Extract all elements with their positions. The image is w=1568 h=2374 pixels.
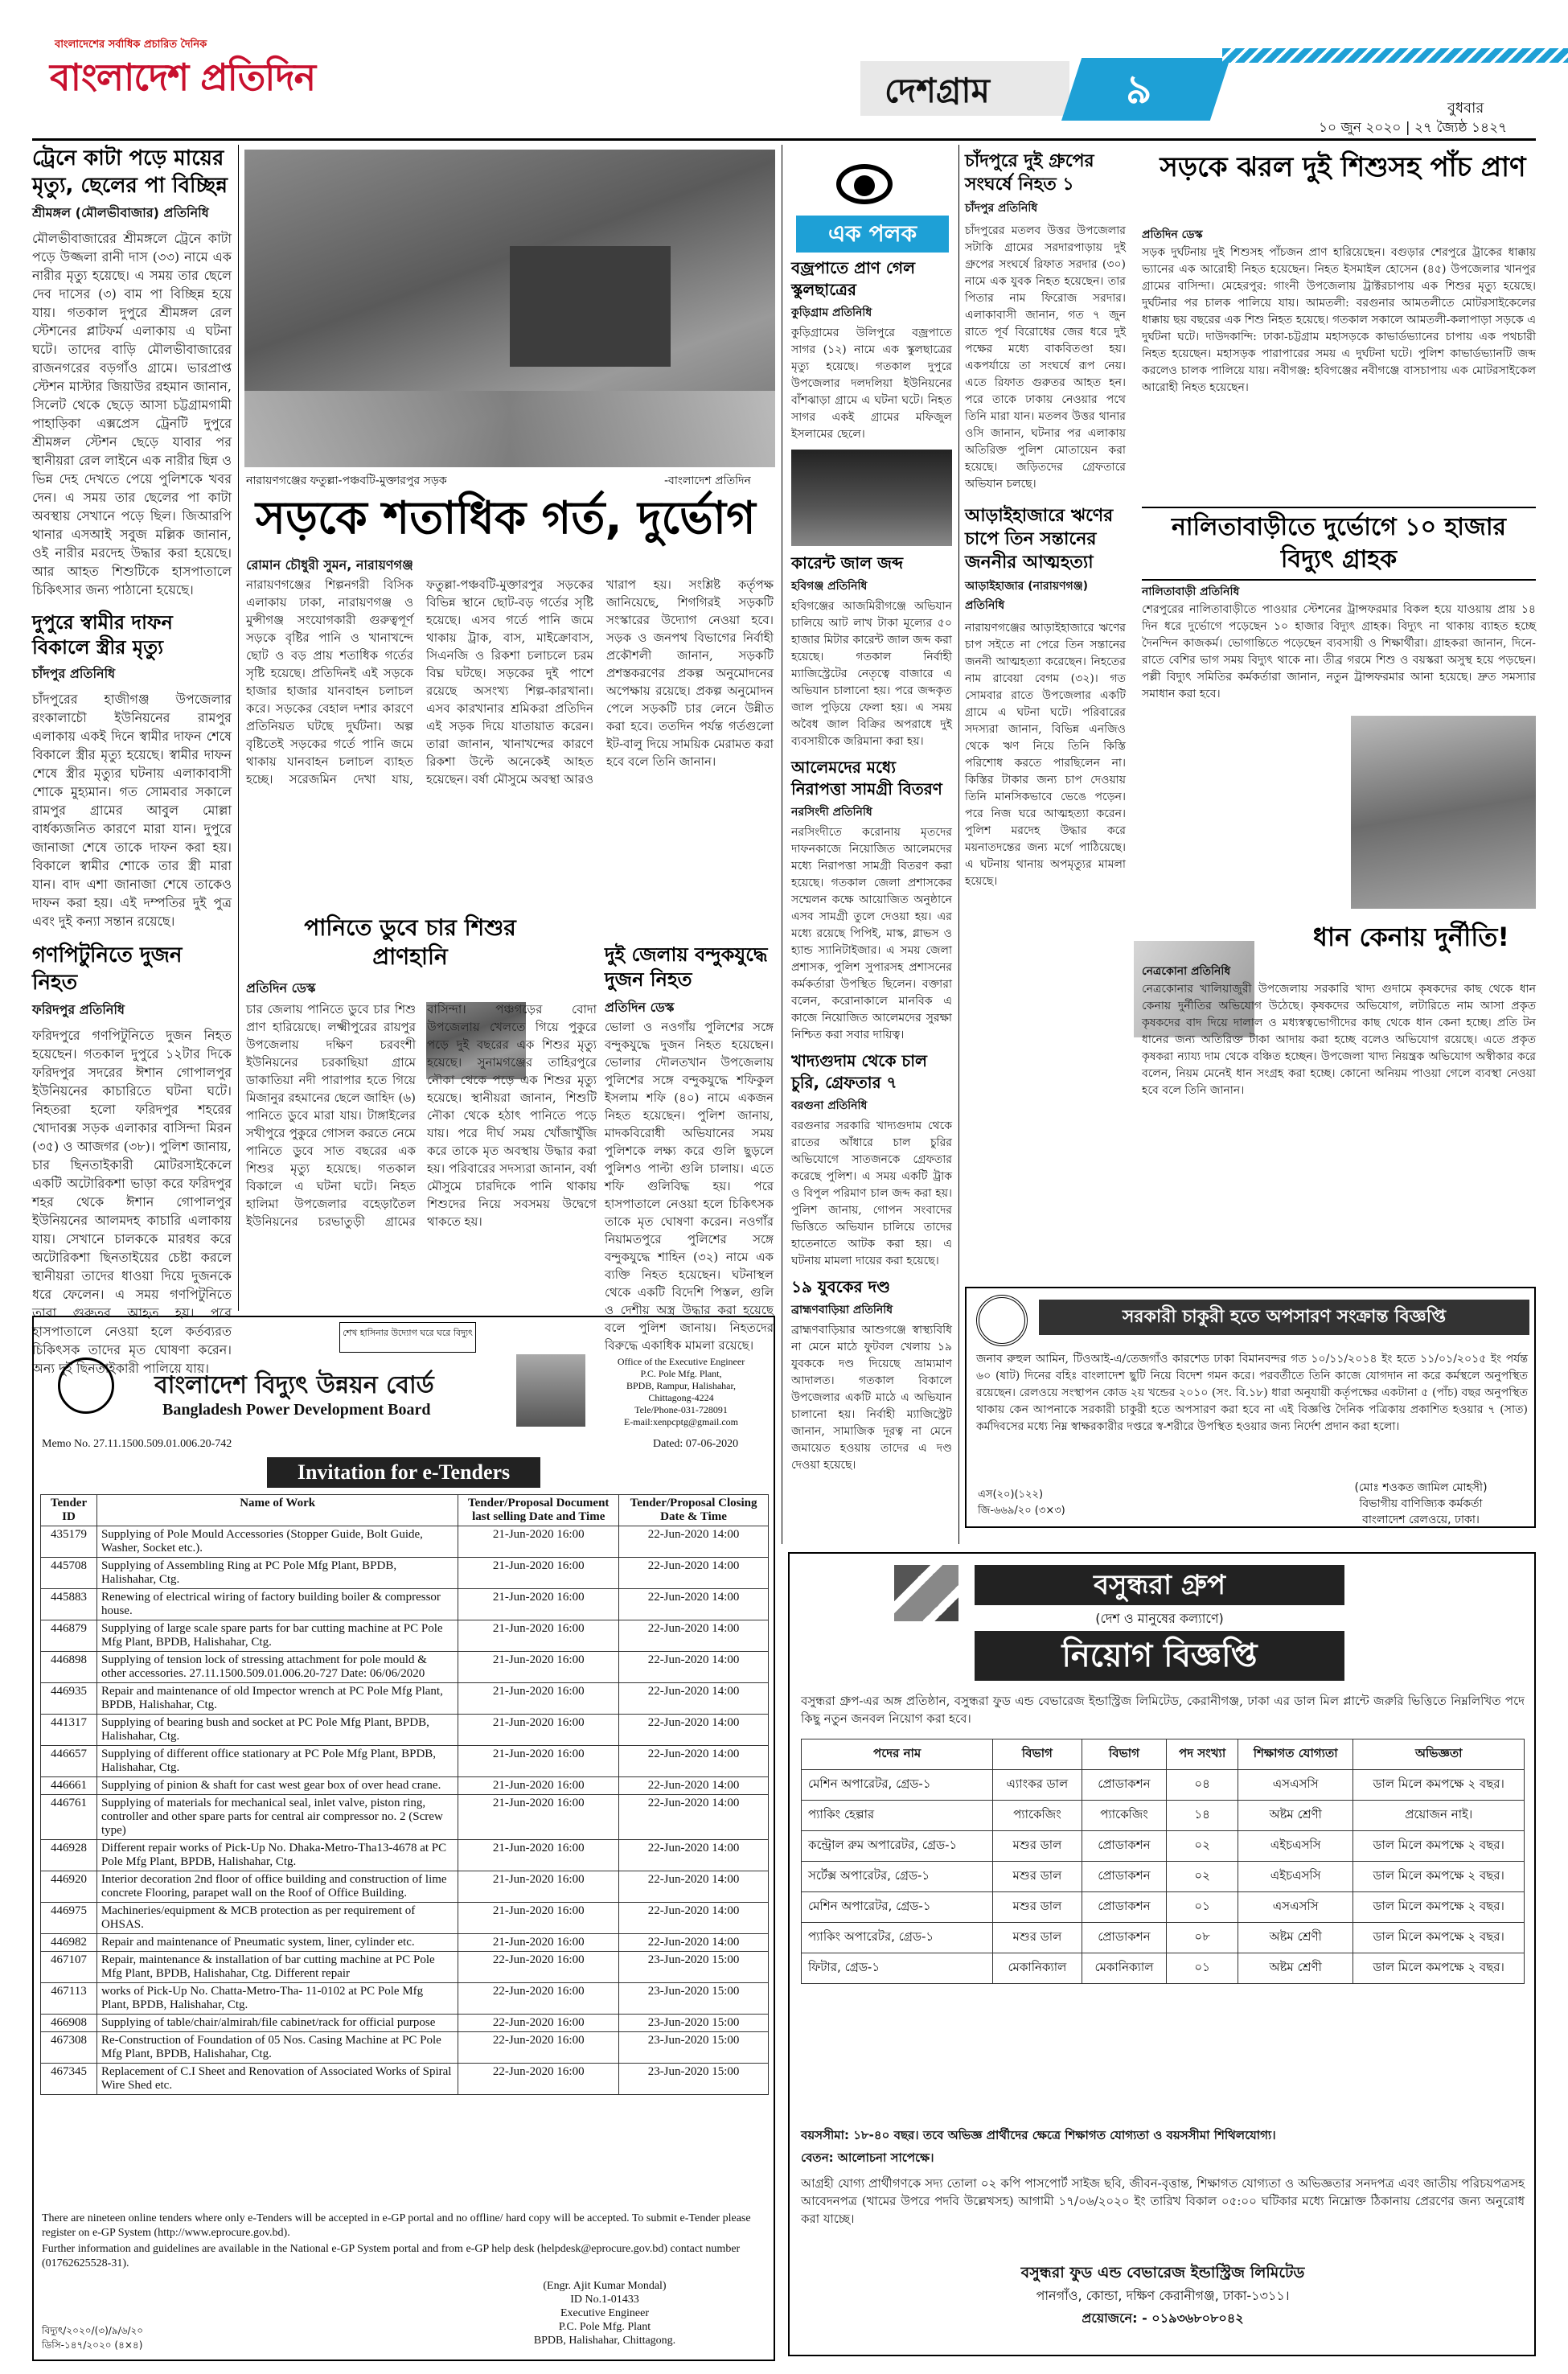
selling-date-cell: 22-Jun-2020 16:00 bbox=[458, 1983, 619, 2015]
post-cell: মেশিন অপারেটর, গ্রেড-১ bbox=[802, 1892, 993, 1923]
story-byline: নালিতাবাড়ী প্রতিনিধি bbox=[1142, 585, 1240, 598]
closing-date-cell: 22-Jun-2020 14:00 bbox=[619, 1777, 769, 1795]
table-row bbox=[41, 1746, 769, 1777]
qualification-cell: এসএসসি bbox=[1238, 1770, 1353, 1801]
story-body: চার জেলায় পানিতে ডুবে চার শিশু প্রাণ হারিয়েছে। লক্ষ্মীপুরের রায়পুর উপজেলায় দক্ষিণ চরবংশী ইউনিয়নের চরকাছিয়া গ্রামে ডাকাতিয়া নদী পারাপার হতে গিয়ে মিজানুর রহমানের ছেলে জাহিদ (৬) পানিতে ডুবে মারা যায়। টাঙ্গাইলের সখীপুরে পুকুরে গোসল করতে নেমে পানিতে ডুবে সাত বছরের এক শিশুর মৃত্যু হয়েছে। গতকাল বিকালে এ ঘটনা ঘটে। নিহত হালিমা উপজেলার বহেড়াতৈল ইউনিয়নের চরভাতুড়ী গ্রামের বাসিন্দা। পঞ্চগড়ের বোদা উপজেলায় খেলতে গিয়ে পুকুরে পড়ে দুই বছরের এক শিশুর মৃত্যু হয়েছে। সুনামগঞ্জের তাহিরপুরে নৌকা থেকে পড়ে এক শিশুর মৃত্যু হয়েছে। স্থানীয়রা জানান, শিশুটি নৌকা থেকে হঠাৎ পানিতে পড়ে যায়। পরে দীর্ঘ সময় খোঁজাখুঁজি করে তাকে মৃত অবস্থায় উদ্ধার করা হয়। পরিবারের সদস্যরা জানান, বর্ষা মৌসুমে চারদিকে পানি থাকায় শিশুদের নিয়ে সবসময় উদ্বেগে থাকতে হয়। bbox=[246, 1002, 597, 1229]
story-headline[interactable]: গণপিটুনিতে দুজন নিহত bbox=[32, 943, 183, 995]
table-row bbox=[41, 1934, 769, 1952]
count-cell: ০২ bbox=[1167, 1862, 1238, 1892]
selling-date-cell: 22-Jun-2020 16:00 bbox=[458, 2064, 619, 2095]
tender-id-cell: 446935 bbox=[41, 1683, 97, 1715]
col-header: Name of Work bbox=[96, 1495, 458, 1526]
feature-photo[interactable] bbox=[244, 150, 775, 467]
col-header: বিভাগ bbox=[1082, 1739, 1167, 1770]
story-headline[interactable]: চাঁদপুরে দুই গ্রুপের সংঘর্ষে নিহত ১ bbox=[965, 151, 1094, 195]
post-cell: ফিটার, গ্রেড-১ bbox=[802, 1953, 993, 1984]
dept-cell: প্যাকেজিং bbox=[993, 1801, 1082, 1831]
selling-date-cell: 21-Jun-2020 16:00 bbox=[458, 1777, 619, 1795]
ad-ref: ডিসি-১৪৭/২০২০ (৪×৪) bbox=[42, 2339, 143, 2351]
tender-heading: Invitation for e-Tenders bbox=[267, 1457, 540, 1488]
tender-id-cell: 435179 bbox=[41, 1526, 97, 1558]
brand-tagline: (দেশ ও মানুষের কল্যাণে) bbox=[1095, 1611, 1224, 1626]
signer-title: Executive Engineer bbox=[560, 2307, 649, 2319]
selling-date-cell: 21-Jun-2020 16:00 bbox=[458, 1558, 619, 1589]
brief-byline: ব্রাহ্মণবাড়িয়া প্রতিনিধি bbox=[791, 1304, 893, 1316]
tender-id-cell: 467345 bbox=[41, 2064, 97, 2095]
transformer-photo[interactable] bbox=[1351, 716, 1536, 909]
signer-name: (মোঃ শওকত জামিল মোহসী) bbox=[1354, 1481, 1488, 1494]
story-byline: প্রতিদিন ডেস্ক bbox=[1142, 228, 1203, 241]
story-headline[interactable]: ট্রেনে কাটা পড়ে মায়ের মৃত্যু, ছেলের পা বিচ্ছিন্ন bbox=[32, 146, 228, 198]
experience-cell: প্রয়োজন নাই। bbox=[1353, 1801, 1525, 1831]
work-name-cell: Different repair works of Pick-Up No. Dhaka-Metro-Tha13-4678 at PC Pole Mfg Plant, BPDB, Halishahar, Ctg. bbox=[96, 1840, 458, 1871]
tender-id-cell: 446657 bbox=[41, 1746, 97, 1777]
story-body: চাঁদপুরের মতলব উত্তর উপজেলার সটাকি গ্রামের সরদারপাড়ায় দুই গ্রুপের সংঘর্ষে রিফাত সরদার (৩০) নামে এক যুবক নিহত হয়েছেন। তার পিতার নাম ফিরোজ সরদার। এলাকাবাসী জানান, গত ৭ জুন রাতে পূর্ব বিরোধের জের ধরে দুই পক্ষের মধ্যে বাকবিতণ্ডা হয়। একপর্যায়ে তা সংঘর্ষে রূপ নেয়। এতে রিফাত গুরুতর আহত হন। পরে তাকে ঢাকায় নেওয়ার পথে তিনি মারা যান। মতলব উত্তর থানার ওসি জানান, ঘটনার পর এলাকায় অতিরিক্ত পুলিশ মোতায়েন করা হয়েছে। জড়িতদের গ্রেফতারে অভিযান চলছে। bbox=[965, 224, 1126, 491]
truck-shape bbox=[510, 246, 671, 367]
office-line: E-mail:xenpcptg@gmail.com bbox=[623, 1416, 738, 1427]
jobs-table bbox=[801, 1739, 1525, 1984]
memo-date: Dated: 07-06-2020 bbox=[653, 1438, 739, 1450]
story-headline[interactable]: পানিতে ডুবে চার শিশুর প্রাণহানি bbox=[304, 914, 516, 970]
work-name-cell: works of Pick-Up No. Chatta-Metro-Tha- 11-0102 at PC Pole Mfg Plant, BPDB, Halishahar, Ctg. bbox=[96, 1983, 458, 2015]
post-cell: প্যাকিং হেল্পার bbox=[802, 1801, 993, 1831]
closing-date-cell: 22-Jun-2020 14:00 bbox=[619, 1746, 769, 1777]
story-body: সড়ক দুর্ঘটনায় দুই শিশুসহ পাঁচজন প্রাণ হারিয়েছেন। বগুড়ার শেরপুরে ট্রাকের ধাক্কায় ভ্যানের এক আরোহী নিহত হয়েছেন। নিহত ইসমাইল হোসেন (৪৫) উপজেলার খানপুর গ্রামের বাসিন্দা। মেহেরপুর: গাংনী উপজেলায় ট্রাক্টরচাপায় এক শিশুর মৃত্যু হয়েছে। দুর্ঘটনার পর চালক পালিয়ে যায়। আমতলী: বরগুনার আমতলীতে মোটরসাইকেলের ধাক্কায় ছয় বছরের এক শিশু নিহত হয়েছে। গতকাল সকালে আমতলী-কলাপাড়া সড়কে এ দুর্ঘটনা ঘটে। দাউদকান্দি: ঢাকা-চট্টগ্রাম মহাসড়কে কাভার্ডভ্যানের চাপায় এক পথচারী নিহত হয়েছেন। মহাসড়ক পারাপারের সময় এ দুর্ঘটনা ঘটে। পুলিশ কাভার্ডভ্যানটি জব্দ করলেও চালক পালিয়ে যায়। নবীগঞ্জ: হবিগঞ্জের নবীগঞ্জে বাসচাপায় এক মোটরসাইকেল আরোহী নিহত হয়েছেন। bbox=[1142, 246, 1536, 394]
work-name-cell: Renewing of electrical wiring of factory building boiler & compressor house. bbox=[96, 1589, 458, 1620]
feature-headline[interactable]: সড়কে শতাধিক গর্ত, দুর্ভোগ bbox=[256, 492, 756, 544]
table-row bbox=[802, 1892, 1525, 1923]
selling-date-cell: 21-Jun-2020 16:00 bbox=[458, 1652, 619, 1683]
qualification-cell: এইচএসসি bbox=[1238, 1831, 1353, 1862]
closing-date-cell: 22-Jun-2020 14:00 bbox=[619, 1589, 769, 1620]
story-body: ফরিদপুরে গণপিটুনিতে দুজন নিহত হয়েছেন। গতকাল দুপুরে ১২টার দিকে ফরিদপুর সদরের ঈশান গোপালপুর ইউনিয়নের কাচারিতে ঘটনা ঘটে। নিহতরা হলো ফরিদপুর শহরের খোদাবক্স সড়ক এলাকার বাসিন্দা মিরন (৩৫) ও আজগর (৩৮)। পুলিশ জানায়, চার ছিনতাইকারী মোটরসাইকেলে একটি অটোরিকশা ভাড়া করে ফরিদপুর শহর থেকে ঈশান গোপালপুর ইউনিয়নের আলমদহ কাচারি এলাকায় যায়। সেখানে চালককে মারধর করে অটোরিকশা ছিনতাইয়ের চেষ্টা করলে স্থানীয়রা তাদের ধাওয়া দিয়ে দুজনকে ধরে ফেলেন। এ সময় গণপিটুনিতে তারা গুরুতর আহত হয়। পরে হাসপাতালে নেওয়া হলে কর্তব্যরত চিকিৎসক তাদের মৃত ঘোষণা করেন। অন্য দুই ছিনতাইকারী পালিয়ে যায়। bbox=[32, 1028, 232, 1376]
table-row bbox=[41, 1840, 769, 1871]
experience-cell: ডাল মিলে কমপক্ষে ২ বছর। bbox=[1353, 1770, 1525, 1801]
closing-date-cell: 23-Jun-2020 15:00 bbox=[619, 1983, 769, 2015]
selling-date-cell: 21-Jun-2020 16:00 bbox=[458, 1795, 619, 1840]
story-body: মৌলভীবাজারের শ্রীমঙ্গলে ট্রেনে কাটা পড়ে উজ্জলা রানী দাস (৩৩) নামে এক নারীর মৃত্যু হয়েছে। এ সময় তার ছেলে দেব দাসের (৩) বাম পা বিচ্ছিন্ন হয়ে যায়। গতকাল দুপুরে শ্রীমঙ্গল রেল স্টেশনের প্লাটফর্ম এলাকায় এ ঘটনা ঘটে। তাদের বাড়ি মৌলভীবাজারের রাজনগরের বড়গাঁও গ্রামে। ভারপ্রাপ্ত স্টেশন মাস্টার জিয়াউর রহমান জানান, সিলেট থেকে ছেড়ে আসা চট্টগ্রামগামী পাহাড়িকা এক্সপ্রেস ট্রেনটি দুপুরে শ্রীমঙ্গল স্টেশন ছেড়ে যাবার পর স্থানীয়রা রেল লাইনে এক নারীর ছিন্ন ও ভিন্ন দেহ দেখতে পেয়ে পুলিশকে খবর দেন। এ সময় তার ছেলের পা কাটা অবস্থায় সেখানে পড়ে ছিল। জিআরপি থানার এসআই সবুজ মল্লিক জানান, ওই নারীর মরদেহ উদ্ধার করা হয়েছে। আর আহত শিশুটিকে হাসপাতালে চিকিৎসার জন্য পাঠানো হয়েছে। bbox=[32, 231, 232, 598]
dept-cell: মেকানিক্যাল bbox=[993, 1953, 1082, 1984]
col-header: Tender/Proposal Closing Date & Time bbox=[619, 1495, 769, 1526]
table-row bbox=[41, 1952, 769, 1983]
story-body: নেত্রকোনার খালিয়াজুরী উপজেলায় সরকারি খাদ্য গুদামে কৃষকদের কাছ থেকে ধান কেনায় দুর্নীতির অভিযোগ উঠেছে। কৃষকদের অভিযোগ, লটারিতে নাম আসা প্রকৃত কৃষকদের বাদ দিয়ে দালাল ও মধ্যস্বত্বভোগীদের কাছ থেকে ধান কেনা হচ্ছে। প্রতি টন ধানের জন্য অতিরিক্ত টাকা আদায় করা হচ্ছে বলেও অভিযোগ রয়েছে। এতে প্রকৃত কৃষকরা ন্যায্য দাম থেকে বঞ্চিত হচ্ছেন। উপজেলা খাদ্য নিয়ন্ত্রক অভিযোগ অস্বীকার করে বলেন, নিয়ম মেনেই ধান সংগ্রহ করা হচ্ছে। কোনো অনিয়ম পাওয়া গেলে ব্যবস্থা নেওয়া হবে বলে তিনি জানান। bbox=[1142, 983, 1536, 1097]
table-row bbox=[41, 1903, 769, 1934]
tender-id-cell: 466908 bbox=[41, 2015, 97, 2032]
notice-ref: এস(২০)(১২২) bbox=[978, 1489, 1044, 1501]
work-name-cell: Supplying of tension lock of stressing attachment for pole mould & other accessories. 27.11.1500.509.01.006.20-727 Date: 06/06/2020 bbox=[96, 1652, 458, 1683]
address-name: বসুন্ধরা ফুড এন্ড বেভারেজ ইন্ডাস্ট্রিজ লিমিটেড bbox=[1020, 2264, 1305, 2282]
tender-table bbox=[40, 1494, 769, 2095]
closing-date-cell: 22-Jun-2020 14:00 bbox=[619, 1871, 769, 1903]
closing-date-cell: 22-Jun-2020 14:00 bbox=[619, 1652, 769, 1683]
section-cell: প্যাকেজিং bbox=[1082, 1801, 1167, 1831]
work-name-cell: Re-Construction of Foundation of 05 Nos. Casing Machine at PC Pole Mfg Plant, BPDB, Halishahar, Ctg. bbox=[96, 2032, 458, 2064]
feature-byline: রোমান চৌধুরী সুমন, নারায়ণগঞ্জ bbox=[246, 557, 413, 573]
table-row bbox=[41, 1620, 769, 1652]
closing-date-cell: 22-Jun-2020 14:00 bbox=[619, 1840, 769, 1871]
brief-byline: হবিগঞ্জ প্রতিনিধি bbox=[791, 580, 868, 593]
closing-date-cell: 22-Jun-2020 14:00 bbox=[619, 1526, 769, 1558]
story-byline: চাঁদপুর প্রতিনিধি bbox=[32, 666, 116, 681]
office-line: Chittagong-4224 bbox=[648, 1392, 714, 1403]
selling-date-cell: 21-Jun-2020 16:00 bbox=[458, 1840, 619, 1871]
table-row bbox=[41, 1652, 769, 1683]
notice-body: জনাব রুহুল আমিন, টিওআই-এ/তেজগাঁও কারশেড ঢাকা বিমানবন্দর গত ১০/১১/২০১৪ ইং হতে ১১/০১/২০১৫ ইং পর্যন্ত ৬০ (ষাট) দিনের বহিঃ বাংলাদেশ ছুটি নিয়ে বিদেশ গমন করে। পরবর্তীতে তিনি কাজে যোগদান না করে কর্মস্থলে অনুপস্থিত রয়েছেন। রেলওয়ে সংস্থাপন কোড ২য় খন্ডের ২০১০ (সং. বি.১৮) ধারা অনুযায়ী কর্তৃপক্ষের একটানা ৫ (পাঁচ) বছর অনুপস্থিত থাকায় কেন আপনাকে সরকারী চাকুরী হতে অপসারণ করা হবে না এই বিজ্ঞপ্তি দৈনিক পত্রিকায় প্রকাশিত হওয়ার ৭ (সাত) কর্মদিবসের মধ্যে নিম্ন স্বাক্ষরকারীর দপ্তরে স্ব-শরীরে উপস্থিত হওয়ার জন্য নির্দেশ প্রদান করা হলো। bbox=[976, 1353, 1528, 1433]
ad-ref: বিদ্যুৎ/২০২০/(৩)/৯/৬/২০ bbox=[42, 2325, 144, 2336]
photo-caption: নারায়ণগঞ্জের ফতুল্লা-পঞ্চবটি-মুক্তারপুর সড়ক bbox=[246, 474, 447, 487]
selling-date-cell: 21-Jun-2020 16:00 bbox=[458, 1871, 619, 1903]
tender-signoff bbox=[484, 2279, 725, 2347]
story-headline[interactable]: ধান কেনায় দুর্নীতি! bbox=[1312, 922, 1510, 952]
notice-banner: নিয়োগ বিজ্ঞপ্তি bbox=[975, 1631, 1344, 1681]
story-body: নারায়ণগঞ্জের আড়াইহাজারে ঋণের চাপ সইতে না পেরে তিন সন্তানের জননী আত্মহত্যা করেছেন। নিহতের নাম রাবেয়া বেগম (৩২)। গত সোমবার রাতে উপজেলার একটি গ্রামে এ ঘটনা ঘটে। পরিবারের সদস্যরা জানান, বিভিন্ন এনজিও থেকে ঋণ নিয়ে তিনি কিস্তি পরিশোধ করতে পারছিলেন না। কিস্তির টাকার জন্য চাপ দেওয়ায় তিনি মানসিকভাবে ভেঙে পড়েন। পরে নিজ ঘরে আত্মহত্যা করেন। পুলিশ মরদেহ উদ্ধার করে ময়নাতদন্তের জন্য মর্গে পাঠিয়েছে। এ ঘটনায় থানায় অপমৃত্যুর মামলা হয়েছে। bbox=[965, 622, 1126, 888]
experience-cell: ডাল মিলে কমপক্ষে ২ বছর। bbox=[1353, 1953, 1525, 1984]
story-byline: ফরিদপুর প্রতিনিধি bbox=[32, 1002, 125, 1017]
table-row bbox=[41, 1715, 769, 1746]
tender-id-cell: 467113 bbox=[41, 1983, 97, 2015]
logo-tagline: বাংলাদেশের সর্বাধিক প্রচারিত দৈনিক bbox=[55, 39, 207, 51]
closing-date-cell: 23-Jun-2020 15:00 bbox=[619, 2032, 769, 2064]
dept-cell: মশুর ডাল bbox=[993, 1892, 1082, 1923]
table-row bbox=[802, 1862, 1525, 1892]
photo-credit: -বাংলাদেশ প্রতিদিন bbox=[664, 474, 751, 487]
work-name-cell: Supplying of large scale spare parts for bar cutting machine at PC Pole Mfg Plant, BPDB, Halishahar, Ctg. bbox=[96, 1620, 458, 1652]
col-header: পদ সংখ্যা bbox=[1167, 1739, 1238, 1770]
selling-date-cell: 22-Jun-2020 16:00 bbox=[458, 2015, 619, 2032]
col-header: পদের নাম bbox=[802, 1739, 993, 1770]
ek-polok-column bbox=[791, 257, 952, 1544]
tender-header-row bbox=[41, 1495, 769, 1526]
story-byline: শ্রীমঙ্গল (মৌলভীবাজার) প্রতিনিধি bbox=[32, 205, 209, 220]
table-row bbox=[802, 1923, 1525, 1953]
brief-body: কুড়িগ্রামের উলিপুরে বজ্রপাতে সাগর (১২) নামে এক স্কুলছাত্রের মৃত্যু হয়েছে। গতকাল দুপুরে উপজেলার দলদলিয়া ইউনিয়নের বাঁশঝাড়া গ্রামে এ ঘটনা ঘটে। নিহত সাগর একই গ্রামের মফিজুল ইসলামের ছেলে। bbox=[791, 327, 952, 441]
count-cell: ১৪ bbox=[1167, 1801, 1238, 1831]
table-row bbox=[41, 1777, 769, 1795]
eye-pupil-icon bbox=[854, 175, 875, 196]
closing-date-cell: 22-Jun-2020 14:00 bbox=[619, 1795, 769, 1840]
section-cell: প্রোডাকশন bbox=[1082, 1831, 1167, 1862]
selling-date-cell: 21-Jun-2020 16:00 bbox=[458, 1683, 619, 1715]
work-name-cell: Repair and maintenance of old Impector wrench at PC Pole Mfg Plant, BPDB, Halishahar, Ctg. bbox=[96, 1683, 458, 1715]
page-number: ৯ bbox=[1126, 66, 1152, 113]
tender-id-cell: 446879 bbox=[41, 1620, 97, 1652]
col-header: বিভাগ bbox=[993, 1739, 1082, 1770]
closing-date-cell: 22-Jun-2020 14:00 bbox=[619, 1715, 769, 1746]
selling-date-cell: 21-Jun-2020 16:00 bbox=[458, 1620, 619, 1652]
work-name-cell: Supplying of pinion & shaft for cast west gear box of over head crane. bbox=[96, 1777, 458, 1795]
memo-no: Memo No. 27.11.1500.509.01.006.20-742 bbox=[42, 1438, 232, 1450]
section-cell: প্রোডাকশন bbox=[1082, 1862, 1167, 1892]
office-line: Tele/Phone-031-728091 bbox=[634, 1404, 728, 1415]
signer-org: বাংলাদেশ রেলওয়ে, ঢাকা। bbox=[1362, 1514, 1480, 1526]
story-headline[interactable]: দুপুরে স্বামীর দাফন বিকালে স্ত্রীর মৃত্যু bbox=[32, 611, 173, 659]
bpdb-office bbox=[597, 1356, 766, 1428]
post-cell: সর্টেক্স অপারেটর, গ্রেড-১ bbox=[802, 1862, 993, 1892]
story-body: ভোলা ও নওগাঁয় পুলিশের সঙ্গে বন্দুকযুদ্ধে দুজন নিহত হয়েছেন। ভোলার দৌলতখান উপজেলায় পুলিশের সঙ্গে বন্দুকযুদ্ধে শফিকুল ইসলাম শফি (৪০) নামে একজন নিহত হয়েছেন। পুলিশ জানায়, মাদকবিরোধী অভিযানের সময় পুলিশকে লক্ষ্য করে গুলি ছুড়লে পুলিশও পাল্টা গুলি চালায়। এতে শফি গুলিবিদ্ধ হয়। পরে হাসপাতালে নেওয়া হলে চিকিৎসক তাকে মৃত ঘোষণা করেন। নওগাঁর নিয়ামতপুরে পুলিশের সঙ্গে বন্দুকযুদ্ধে শাহিন (৩২) নামে এক ব্যক্তি নিহত হয়েছেন। ঘটনাস্থল থেকে একটি বিদেশি পিস্তল, গুলি ও দেশীয় অস্ত্র উদ্ধার করা হয়েছে বলে পুলিশ জানায়। নিহতদের বিরুদ্ধে একাধিক মামলা রয়েছে। bbox=[605, 1020, 774, 1353]
qualification-cell: এইচএসসি bbox=[1238, 1862, 1353, 1892]
col-header: Tender/Proposal Document last selling Date and Time bbox=[458, 1495, 619, 1526]
bpdb-title-bn: বাংলাদেশ বিদ্যুৎ উন্নয়ন বোর্ড bbox=[154, 1371, 434, 1399]
story-byline: নেত্রকোনা প্রতিনিধি bbox=[1142, 965, 1231, 978]
masthead bbox=[0, 0, 1568, 143]
story-body: চাঁদপুরের হাজীগঞ্জ উপজেলার রংকালাচৌ ইউনিয়নের রামপুর এলাকায় একই দিনে স্বামীর দাফন শেষে বিকালে স্ত্রীর মৃত্যু হয়েছে। স্বামীর দাফন শেষে স্ত্রীর মৃত্যুর ঘটনায় এলাকাবাসী শোকে মুহ্যমান। গত সোমবার সকালে রামপুর গ্রামের আবুল মোল্লা বার্ধক্যজনিত কারণে মারা যান। দুপুরে জানাজা শেষে তাকে দাফন করা হয়। বিকালে স্বামীর শোকে তার স্ত্রী মারা যান। বাদ এশা জানাজা শেষে তাকেও দাফন করা হয়। এই দম্পতির দুই পুত্র এবং দুই কন্যা সন্তান রয়েছে। bbox=[32, 692, 232, 929]
feature-body: নারায়ণগঞ্জের শিল্পনগরী বিসিক এলাকায় ঢাকা, নারায়ণগঞ্জ ও মুন্সীগঞ্জ সংযোগকারী গুরুত্বপূর্ণ সড়কে বৃষ্টির পানি ও খানাখন্দে ছোট ও বড় প্রায় শতাধিক গর্তের সৃষ্টি হয়েছে। প্রতিদিনই এই সড়কে হাজার হাজার যানবাহন চলাচল করে। সড়কের বেহাল দশার কারণে প্রতিনিয়ত ঘটছে দুর্ঘটনা। অল্প বৃষ্টিতেই সড়কের গর্তে পানি জমে থাকায় যানবাহন চলাচল ব্যাহত হচ্ছে। সরেজমিন দেখা যায়, ফতুল্লা-পঞ্চবটি-মুক্তারপুর সড়কের বিভিন্ন স্থানে ছোট-বড় গর্তের সৃষ্টি হয়েছে। এসব গর্তে পানি জমে থাকায় ট্রাক, বাস, মাইক্রোবাস, সিএনজি ও রিকশা চলাচলে চরম বিঘ্ন ঘটছে। সড়কের দুই পাশে রয়েছে অসংখ্য শিল্প-কারখানা। এসব কারখানার শ্রমিকরা প্রতিদিন এই সড়ক দিয়ে যাতায়াত করেন। তারা জানান, খানাখন্দের কারণে রিকশা উল্টে অনেকেই আহত হয়েছেন। বর্ষা মৌসুমে অবস্থা আরও খারাপ হয়। সংশ্লিষ্ট কর্তৃপক্ষ জানিয়েছে, শিগগিরই সড়কটি সংস্কারের উদ্যোগ নেওয়া হবে। সড়ক ও জনপথ বিভাগের নির্বাহী প্রকৌশলী জানান, সড়কটি প্রশস্তকরণের প্রকল্প অনুমোদনের অপেক্ষায় রয়েছে। প্রকল্প অনুমোদন পেলে সড়কটি চার লেনে উন্নীত করা হবে। ততদিন পর্যন্ত গর্তগুলো ইট-বালু দিয়ে সাময়িক মেরামত করা হবে বলে তিনি জানান। bbox=[246, 577, 774, 787]
bpdb-title-en: Bangladesh Power Development Board bbox=[162, 1401, 431, 1419]
brief-body: বরগুনার সরকারি খাদ্যগুদাম থেকে রাতের আঁধারে চাল চুরির অভিযোগে সাতজনকে গ্রেফতার করেছে পুলিশ। এ সময় একটি ট্রাক ও বিপুল পরিমাণ চাল জব্দ করা হয়। পুলিশ জানায়, গোপন সংবাদের ভিত্তিতে অভিযান চালিয়ে তাদের হাতেনাতে আটক করা হয়। এ ঘটনায় মামলা দায়ের করা হয়েছে। bbox=[791, 1119, 952, 1267]
section-title: দেশগ্রাম bbox=[885, 71, 990, 110]
closing-date-cell: 22-Jun-2020 14:00 bbox=[619, 1683, 769, 1715]
tender-id-cell: 446928 bbox=[41, 1840, 97, 1871]
signer-title: বিভাগীয় বাণিজ্যিক কর্মকর্তা bbox=[1359, 1497, 1483, 1510]
railway-notice bbox=[965, 1287, 1536, 1528]
date-line: ১০ জুন ২০২০ | ২৭ জ্যৈষ্ঠ ১৪২৭ bbox=[1319, 120, 1508, 136]
closing-date-cell: 22-Jun-2020 14:00 bbox=[619, 1934, 769, 1952]
story-byline: আড়াইহাজার (নারায়ণগঞ্জ) প্রতিনিধি bbox=[965, 580, 1089, 612]
table-row bbox=[41, 2064, 769, 2095]
col-header: শিক্ষাগত যোগ্যতা bbox=[1238, 1739, 1353, 1770]
work-name-cell: Repair and maintenance of Pneumatic system, liner, cylinder etc. bbox=[96, 1934, 458, 1952]
tender-id-cell: 446920 bbox=[41, 1871, 97, 1903]
work-name-cell: Supplying of Pole Mould Accessories (Stopper Guide, Bolt Guide, Washer, Socket etc.). bbox=[96, 1526, 458, 1558]
brief-byline: নরসিংদী প্রতিনিধি bbox=[791, 806, 872, 819]
post-cell: প্যাকিং অপারেটর, গ্রেড-১ bbox=[802, 1923, 993, 1953]
post-cell: কন্ট্রোল রুম অপারেটর, গ্রেড-১ bbox=[802, 1831, 993, 1862]
dept-cell: মশুর ডাল bbox=[993, 1831, 1082, 1862]
brand-name: বসুন্ধরা গ্রুপ bbox=[975, 1565, 1344, 1605]
story-headline[interactable]: নালিতাবাড়ীতে দুর্ভোগে ১০ হাজার বিদ্যুৎ গ্রাহক bbox=[1142, 507, 1536, 581]
col-header: Tender ID bbox=[41, 1495, 97, 1526]
qualification-cell: অষ্টম শ্রেণী bbox=[1238, 1801, 1353, 1831]
lightning-photo[interactable] bbox=[791, 450, 952, 546]
table-row bbox=[41, 1795, 769, 1840]
experience-cell: ডাল মিলে কমপক্ষে ২ বছর। bbox=[1353, 1862, 1525, 1892]
closing-date-cell: 22-Jun-2020 14:00 bbox=[619, 1620, 769, 1652]
table-row bbox=[41, 1871, 769, 1903]
closing-date-cell: 23-Jun-2020 15:00 bbox=[619, 1952, 769, 1983]
brief-body: ব্রাহ্মণবাড়িয়ার আশুগঞ্জে স্বাস্থ্যবিধি না মেনে মাঠে ফুটবল খেলায় ১৯ যুবককে দণ্ড দিয়েছে ভ্রাম্যমাণ আদালত। গতকাল বিকালে উপজেলার একটি মাঠে এ অভিযান চালানো হয়। নির্বাহী ম্যাজিস্ট্রেট জানান, সামাজিক দূরত্ব না মেনে জমায়েত হওয়ায় তাদের এ দণ্ড দেওয়া হয়েছে। bbox=[791, 1324, 952, 1472]
age-limit: বয়সসীমা: ১৮-৪০ বছর। তবে অভিজ্ঞ প্রার্থীদের ক্ষেত্রে শিক্ষাগত যোগ্যতা ও বয়সসীমা শিথিলযোগ্য। bbox=[801, 2128, 1276, 2142]
work-name-cell: Machineries/equipment & MCB protection as per requirement of OHSAS. bbox=[96, 1903, 458, 1934]
brief-byline: বরগুনা প্রতিনিধি bbox=[791, 1099, 868, 1112]
story-headline[interactable]: সড়কে ঝরল দুই শিশুসহ পাঁচ প্রাণ bbox=[1160, 151, 1526, 183]
story-body: শেরপুরের নালিতাবাড়ীতে পাওয়ার স্টেশনের ট্রান্সফরমার বিকল হয়ে যাওয়ায় প্রায় ১৪ দিন ধরে দুর্ভোগে পড়েছেন ১০ হাজার বিদ্যুৎ গ্রাহক। বিদ্যুৎ না থাকায় ব্যাহত হচ্ছে দৈনন্দিন কাজকর্ম। ভোগান্তিতে পড়েছেন ব্যবসায়ী ও শিক্ষার্থীরা। গ্রাহকরা জানান, দিনে-রাতে বেশির ভাগ সময় বিদ্যুৎ থাকে না। তীব্র গরমে শিশু ও বয়স্করা অসুস্থ হয়ে পড়ছেন। পল্লী বিদ্যুৎ সমিতির কর্মকর্তারা জানান, নতুন ট্রান্সফরমার আনা হয়েছে। দ্রুত সমস্যার সমাধান করা হবে। bbox=[1142, 603, 1536, 700]
brief-body: হবিগঞ্জের আজমিরীগঞ্জে অভিযান চালিয়ে আট লাখ টাকা মূল্যের ৫০ হাজার মিটার কারেন্ট জাল জব্দ করা হয়েছে। গতকাল নির্বাহী ম্যাজিস্ট্রেটের নেতৃত্বে বাজারে এ অভিযান চালানো হয়। পরে জব্দকৃত জাল পুড়িয়ে ফেলা হয়। এ সময় অবৈধ জাল বিক্রির অপরাধে দুই ব্যবসায়ীকে জরিমানা করা হয়। bbox=[791, 600, 952, 748]
portrait-photo bbox=[516, 1354, 585, 1427]
ek-polok-label: এক পলক bbox=[796, 216, 949, 253]
column-4 bbox=[965, 150, 1126, 1284]
weekday: বুধবার bbox=[1447, 100, 1484, 117]
dept-cell: মশুর ডাল bbox=[993, 1862, 1082, 1892]
brief-headline[interactable]: আলেমদের মধ্যে নিরাপত্তা সামগ্রী বিতরণ bbox=[791, 758, 942, 799]
bpdb-tender-ad bbox=[32, 1316, 775, 2361]
accent-stripe bbox=[1222, 48, 1568, 63]
table-row bbox=[41, 2032, 769, 2064]
table-row bbox=[802, 1770, 1525, 1801]
table-row bbox=[41, 1558, 769, 1589]
dept-cell: এ্যাংকর ডাল bbox=[993, 1770, 1082, 1801]
table-row bbox=[802, 1831, 1525, 1862]
tender-id-cell: 446975 bbox=[41, 1903, 97, 1934]
work-name-cell: Supplying of table/chair/almirah/file cabinet/rack for official purpose bbox=[96, 2015, 458, 2032]
qualification-cell: অষ্টম শ্রেণী bbox=[1238, 1953, 1353, 1984]
selling-date-cell: 21-Jun-2020 16:00 bbox=[458, 1934, 619, 1952]
brief-byline: কুড়িগ্রাম প্রতিনিধি bbox=[791, 306, 872, 319]
tender-id-cell: 446661 bbox=[41, 1777, 97, 1795]
experience-cell: ডাল মিলে কমপক্ষে ২ বছর। bbox=[1353, 1892, 1525, 1923]
ek-polok-logo bbox=[820, 161, 909, 211]
office-line: Office of the Executive Engineer bbox=[617, 1356, 745, 1367]
brief-body: নরসিংদীতে করোনায় মৃতদের দাফনকাজে নিয়োজিত আলেমদের মধ্যে নিরাপত্তা সামগ্রী বিতরণ করা হয়েছে। গতকাল জেলা প্রশাসকের সম্মেলন কক্ষে আয়োজিত অনুষ্ঠানে এসব সামগ্রী তুলে দেওয়া হয়। এর মধ্যে রয়েছে পিপিই, মাস্ক, গ্লাভস ও হ্যান্ড স্যানিটাইজার। এ সময় জেলা প্রশাসক, পুলিশ সুপারসহ প্রশাসনের কর্মকর্তারা উপস্থিত ছিলেন। বক্তারা বলেন, করোনাকালে মানবিক এ কাজে নিয়োজিত আলেমদের সুরক্ষা নিশ্চিত করা সবার দায়িত্ব। bbox=[791, 826, 952, 1041]
work-name-cell: Supplying of bearing bush and socket at PC Pole Mfg Plant, BPDB, Halishahar, Ctg. bbox=[96, 1715, 458, 1746]
count-cell: ০৪ bbox=[1167, 1770, 1238, 1801]
table-row bbox=[41, 2015, 769, 2032]
bpdb-logo-icon bbox=[58, 1357, 114, 1414]
selling-date-cell: 22-Jun-2020 16:00 bbox=[458, 2032, 619, 2064]
bashundhara-job-ad bbox=[788, 1552, 1536, 2356]
contact: প্রয়োজনে: - ০১৯৩৬৮০৮০৪২ bbox=[1082, 2310, 1244, 2326]
bashundhara-logo-icon bbox=[894, 1565, 958, 1621]
masthead-rule bbox=[32, 138, 1536, 141]
tender-id-cell: 467107 bbox=[41, 1952, 97, 1983]
address-line: পানগাঁও, কোন্ডা, দক্ষিণ কেরানীগঞ্জ, ঢাকা-১৩১১। bbox=[1036, 2288, 1290, 2303]
office-line: P.C. Pole Mfg. Plant, bbox=[640, 1368, 722, 1379]
signer-id: ID No.1-01433 bbox=[570, 2294, 639, 2306]
table-row bbox=[802, 1801, 1525, 1831]
apply-instructions: আগ্রহী যোগ্য প্রার্থীগণকে সদ্য তোলা ০২ কপি পাসপোর্ট সাইজ ছবি, জীবন-বৃত্তান্ত, শিক্ষাগত যোগ্যতা ও অভিজ্ঞতার সনদপত্র এবং জাতীয় পরিচয়পত্রসহ আবেদনপত্র (খামের উপরে পদবি উল্লেখসহ) আগামী ১৭/০৬/২০২০ ইং তারিখ বিকাল ০৫:০০ ঘটিকার মধ্যে নিম্নোক্ত ঠিকানায় প্রেরণের জন্য অনুরোধ করা যাচ্ছে। bbox=[801, 2176, 1525, 2226]
tender-note: Further information and guidelines are available in the National e-GP System portal and from e-GP help desk (helpdesk@eprocure.gov.bd) contact number (01762625528-31). bbox=[42, 2243, 741, 2269]
brief-headline[interactable]: বজ্রপাতে প্রাণ গেল স্কুলছাত্রের bbox=[791, 258, 915, 299]
story-byline: চাঁদপুর প্রতিনিধি bbox=[965, 202, 1038, 215]
post-cell: মেশিন অপারেটর, গ্রেড-১ bbox=[802, 1770, 993, 1801]
tender-id-cell: 441317 bbox=[41, 1715, 97, 1746]
work-name-cell: Supplying of Assembling Ring at PC Pole Mfg Plant, BPDB, Halishahar, Ctg. bbox=[96, 1558, 458, 1589]
closing-date-cell: 23-Jun-2020 15:00 bbox=[619, 2064, 769, 2095]
tender-id-cell: 445708 bbox=[41, 1558, 97, 1589]
work-name-cell: Interior decoration 2nd floor of office building and construction of lime concrete Flooring, parapet wall on the Roof of Office Building. bbox=[96, 1871, 458, 1903]
count-cell: ০২ bbox=[1167, 1831, 1238, 1862]
table-row bbox=[41, 1983, 769, 2015]
story-byline: প্রতিদিন ডেস্ক bbox=[605, 1000, 675, 1015]
col-header: অভিজ্ঞতা bbox=[1353, 1739, 1525, 1770]
logo[interactable]: বাংলাদেশ প্রতিদিন bbox=[50, 55, 316, 99]
section-cell: প্রোডাকশন bbox=[1082, 1770, 1167, 1801]
signer-name: (Engr. Ajit Kumar Mondal) bbox=[543, 2280, 667, 2292]
tender-id-cell: 446982 bbox=[41, 1934, 97, 1952]
office-line: BPDB, Rampur, Halishahar, bbox=[626, 1380, 737, 1391]
work-name-cell: Replacement of C.I Sheet and Renovation of Associated Works of Spiral Wire Shed etc. bbox=[96, 2064, 458, 2095]
water-shape bbox=[244, 391, 775, 467]
tender-id-cell: 445883 bbox=[41, 1589, 97, 1620]
qualification-cell: এসএসসি bbox=[1238, 1892, 1353, 1923]
section-cell: মেকানিক্যাল bbox=[1082, 1953, 1167, 1984]
count-cell: ০৮ bbox=[1167, 1923, 1238, 1953]
salary: বেতন: আলোচনা সাপেক্ষে। bbox=[801, 2150, 934, 2165]
table-row bbox=[802, 1953, 1525, 1984]
qualification-cell: অষ্টম শ্রেণী bbox=[1238, 1923, 1353, 1953]
column-divider bbox=[958, 145, 959, 1544]
selling-date-cell: 21-Jun-2020 16:00 bbox=[458, 1715, 619, 1746]
jobs-header-row bbox=[802, 1739, 1525, 1770]
story-headline[interactable]: আড়াইহাজারে ঋণের চাপে তিন সন্তানের জননীর আত্মহত্যা bbox=[965, 506, 1114, 573]
tender-id-cell: 467308 bbox=[41, 2032, 97, 2064]
section-cell: প্রোডাকশন bbox=[1082, 1923, 1167, 1953]
section-cell: প্রোডাকশন bbox=[1082, 1892, 1167, 1923]
closing-date-cell: 22-Jun-2020 14:00 bbox=[619, 1903, 769, 1934]
closing-date-cell: 22-Jun-2020 14:00 bbox=[619, 1558, 769, 1589]
selling-date-cell: 21-Jun-2020 16:00 bbox=[458, 1589, 619, 1620]
brief-headline[interactable]: কারেন্ট জাল জব্দ bbox=[791, 553, 904, 573]
table-row bbox=[41, 1526, 769, 1558]
selling-date-cell: 21-Jun-2020 16:00 bbox=[458, 1903, 619, 1934]
work-name-cell: Supplying of materials for mechanical seal, inlet valve, piston ring, controller and other spare parts for central air compressor no. 2 (Screw type) bbox=[96, 1795, 458, 1840]
notice-ref: জি-৬৬৯/২০ (৩×৩) bbox=[978, 1505, 1065, 1517]
column-divider bbox=[238, 145, 239, 1311]
work-name-cell: Repair, maintenance & installation of bar cutting machine at PC Pole Mfg Plant, BPDB, Halishahar, Ctg. Different repair bbox=[96, 1952, 458, 1983]
dept-cell: মশুর ডাল bbox=[993, 1923, 1082, 1953]
job-intro: বসুন্ধরা গ্রুপ-এর অঙ্গ প্রতিষ্ঠান, বসুন্ধরা ফুড এন্ড বেভারেজ ইন্ডাস্ট্রিজ লিমিটেড, কেরানীগঞ্জ, ঢাকা এর ডাল মিল প্লান্টে জরুরি ভিত্তিতে নিম্নলিখিত পদে কিছু নতুন জনবল নিয়োগ করা হবে। bbox=[801, 1694, 1525, 1726]
tender-note: There are nineteen online tenders where only e-Tenders will be accepted in e-GP portal and no offline/ hard copy will be accepted. To submit e-Tender please register on e-GP System (http://www.eprocure.gov.bd). bbox=[42, 2212, 751, 2239]
selling-date-cell: 21-Jun-2020 16:00 bbox=[458, 1526, 619, 1558]
story-byline: প্রতিদিন ডেস্ক bbox=[246, 980, 316, 996]
closing-date-cell: 23-Jun-2020 15:00 bbox=[619, 2015, 769, 2032]
signer-org: P.C. Pole Mfg. Plant bbox=[558, 2321, 651, 2333]
count-cell: ০১ bbox=[1167, 1953, 1238, 1984]
signer-org: BPDB, Halishahar, Chittagong. bbox=[533, 2335, 676, 2347]
railway-seal-icon bbox=[976, 1295, 1028, 1346]
story-headline[interactable]: দুই জেলায় বন্দুকযুদ্ধে দুজন নিহত bbox=[605, 943, 768, 991]
experience-cell: ডাল মিলে কমপক্ষে ২ বছর। bbox=[1353, 1923, 1525, 1953]
notice-title: সরকারী চাকুরী হতে অপসারণ সংক্রান্ত বিজ্ঞপ্তি bbox=[1039, 1300, 1529, 1335]
table-row bbox=[41, 1683, 769, 1715]
selling-date-cell: 21-Jun-2020 16:00 bbox=[458, 1746, 619, 1777]
experience-cell: ডাল মিলে কমপক্ষে ২ বছর। bbox=[1353, 1831, 1525, 1862]
work-name-cell: Supplying of different office stationary at PC Pole Mfg Plant, BPDB, Halishahar, Ctg. bbox=[96, 1746, 458, 1777]
tender-id-cell: 446761 bbox=[41, 1795, 97, 1840]
brief-headline[interactable]: খাদ্যগুদাম থেকে চাল চুরি, গ্রেফতার ৭ bbox=[791, 1051, 927, 1092]
brief-headline[interactable]: ১৯ যুবকের দণ্ড bbox=[791, 1277, 891, 1296]
tender-id-cell: 446898 bbox=[41, 1652, 97, 1683]
bpdb-banner: শেখ হাসিনার উদ্যোগ ঘরে ঘরে বিদ্যুৎ bbox=[339, 1322, 476, 1353]
count-cell: ০১ bbox=[1167, 1892, 1238, 1923]
column-1 bbox=[32, 145, 232, 1376]
table-row bbox=[41, 1589, 769, 1620]
selling-date-cell: 22-Jun-2020 16:00 bbox=[458, 1952, 619, 1983]
